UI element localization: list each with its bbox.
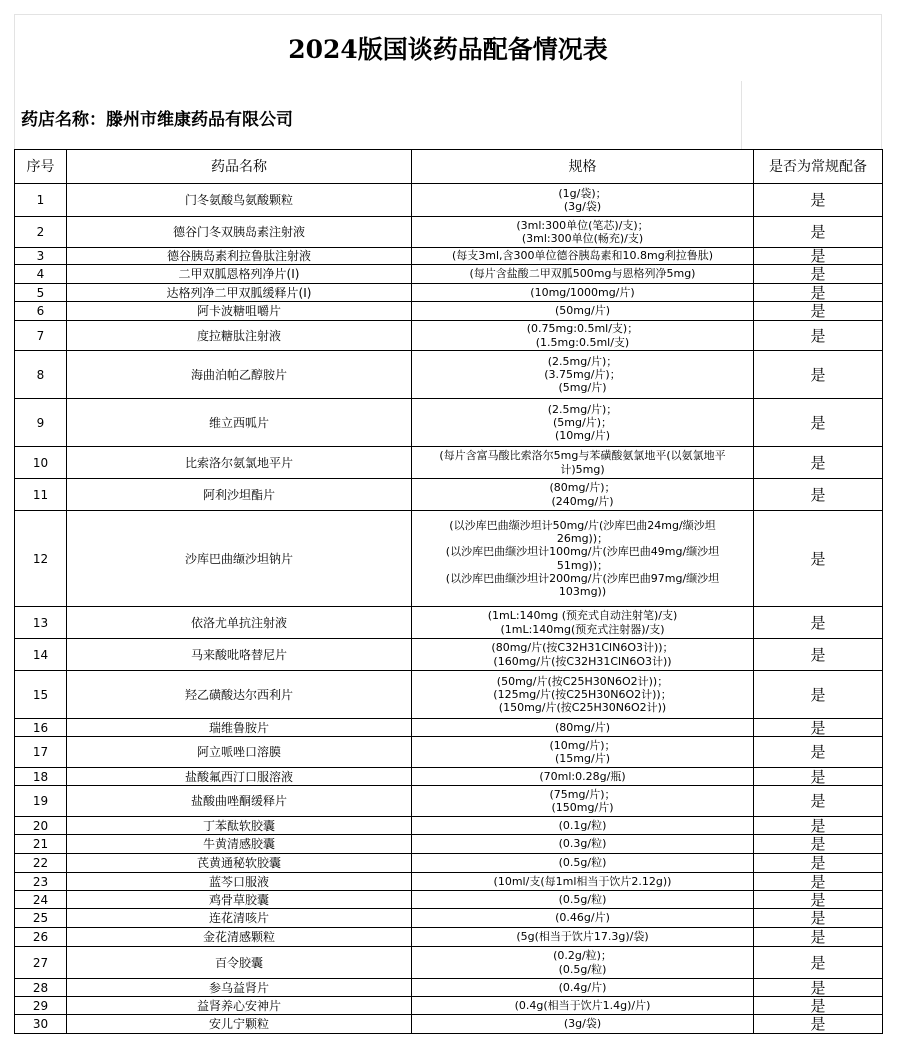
row-number: 17 bbox=[15, 737, 67, 768]
row-number: 19 bbox=[15, 786, 67, 817]
drug-spec: (0.2g/粒)； (0.5g/粒) bbox=[412, 947, 754, 979]
drug-name: 马来酸吡咯替尼片 bbox=[67, 639, 412, 671]
drug-spec: (3ml:300单位(笔芯)/支)； (3ml:300单位(畅充)/支) bbox=[412, 217, 754, 248]
drug-name: 盐酸氟西汀口服溶液 bbox=[67, 768, 412, 786]
drug-name: 羟乙磺酸达尔西利片 bbox=[67, 671, 412, 719]
drug-name: 德谷门冬双胰岛素注射液 bbox=[67, 217, 412, 248]
drug-spec: (0.1g/粒) bbox=[412, 817, 754, 835]
table-row bbox=[15, 909, 883, 928]
row-number: 26 bbox=[15, 928, 67, 947]
header-routine: 是否为常规配备 bbox=[754, 150, 883, 184]
row-number: 13 bbox=[15, 607, 67, 639]
drug-name: 阿利沙坦酯片 bbox=[67, 479, 412, 511]
drug-name: 沙库巴曲缬沙坦钠片 bbox=[67, 511, 412, 607]
table-row bbox=[15, 835, 883, 854]
row-number: 21 bbox=[15, 835, 67, 854]
row-number: 20 bbox=[15, 817, 67, 835]
table-row bbox=[15, 928, 883, 947]
table-row bbox=[15, 607, 883, 639]
drug-spec: (50mg/片) bbox=[412, 302, 754, 321]
table-row bbox=[15, 891, 883, 909]
drug-name: 依洛尤单抗注射液 bbox=[67, 607, 412, 639]
row-number: 2 bbox=[15, 217, 67, 248]
row-number: 18 bbox=[15, 768, 67, 786]
drug-name: 鸡骨草胶囊 bbox=[67, 891, 412, 909]
row-number: 16 bbox=[15, 719, 67, 737]
routine-flag: 是 bbox=[754, 979, 883, 997]
drug-spec: (以沙库巴曲缬沙坦计50mg/片(沙库巴曲24mg/缬沙坦 26mg))； (以沙库巴曲缬沙坦计100mg/片(沙库巴曲49mg/缬沙坦 51mg))； (以沙库巴曲缬沙坦计200mg/片(沙库巴曲97mg/缬沙坦 103mg)) bbox=[412, 511, 754, 607]
drug-name: 维立西呱片 bbox=[67, 399, 412, 447]
routine-flag: 是 bbox=[754, 1015, 883, 1034]
routine-flag: 是 bbox=[754, 997, 883, 1015]
routine-flag: 是 bbox=[754, 284, 883, 302]
row-number: 7 bbox=[15, 321, 67, 351]
store-name: 药店名称：滕州市维康药品有限公司 bbox=[21, 109, 293, 130]
header-no: 序号 bbox=[15, 150, 67, 184]
spreadsheet bbox=[14, 14, 882, 1034]
drug-name: 参乌益肾片 bbox=[67, 979, 412, 997]
drug-name: 芪黄通秘软胶囊 bbox=[67, 854, 412, 873]
header-spec: 规格 bbox=[412, 150, 754, 184]
drug-name: 牛黄清感胶囊 bbox=[67, 835, 412, 854]
routine-flag: 是 bbox=[754, 184, 883, 217]
grid-line bbox=[741, 81, 742, 149]
drug-spec: (0.3g/粒) bbox=[412, 835, 754, 854]
drug-name: 比索洛尔氨氯地平片 bbox=[67, 447, 412, 479]
drug-name: 达格列净二甲双胍缓释片(Ⅰ) bbox=[67, 284, 412, 302]
row-number: 27 bbox=[15, 947, 67, 979]
routine-flag: 是 bbox=[754, 351, 883, 399]
drug-spec: (0.5g/粒) bbox=[412, 854, 754, 873]
routine-flag: 是 bbox=[754, 768, 883, 786]
table-row bbox=[15, 265, 883, 284]
drug-spec: (0.75mg:0.5ml/支)； (1.5mg:0.5ml/支) bbox=[412, 321, 754, 351]
table-row bbox=[15, 321, 883, 351]
row-number: 5 bbox=[15, 284, 67, 302]
drug-spec: (每片含富马酸比索洛尔5mg与苯磺酸氨氯地平(以氨氯地平 计)5mg) bbox=[412, 447, 754, 479]
title-row bbox=[14, 14, 882, 81]
table-row bbox=[15, 284, 883, 302]
drug-spec: (每片含盐酸二甲双胍500mg与恩格列净5mg) bbox=[412, 265, 754, 284]
drug-name: 德谷胰岛素利拉鲁肽注射液 bbox=[67, 248, 412, 265]
table-row bbox=[15, 184, 883, 217]
routine-flag: 是 bbox=[754, 891, 883, 909]
drug-table bbox=[14, 149, 883, 1034]
routine-flag: 是 bbox=[754, 737, 883, 768]
routine-flag: 是 bbox=[754, 321, 883, 351]
table-row bbox=[15, 873, 883, 891]
row-number: 15 bbox=[15, 671, 67, 719]
routine-flag: 是 bbox=[754, 928, 883, 947]
drug-name: 阿卡波糖咀嚼片 bbox=[67, 302, 412, 321]
table-row bbox=[15, 979, 883, 997]
drug-name: 百令胶囊 bbox=[67, 947, 412, 979]
drug-spec: (10mg/1000mg/片) bbox=[412, 284, 754, 302]
row-number: 11 bbox=[15, 479, 67, 511]
routine-flag: 是 bbox=[754, 835, 883, 854]
table-row bbox=[15, 302, 883, 321]
drug-name: 丁苯酞软胶囊 bbox=[67, 817, 412, 835]
row-number: 30 bbox=[15, 1015, 67, 1034]
table-row bbox=[15, 639, 883, 671]
row-number: 22 bbox=[15, 854, 67, 873]
routine-flag: 是 bbox=[754, 909, 883, 928]
table-body bbox=[15, 184, 883, 1034]
table-row bbox=[15, 768, 883, 786]
store-row bbox=[14, 81, 882, 149]
routine-flag: 是 bbox=[754, 248, 883, 265]
table-row bbox=[15, 248, 883, 265]
row-number: 10 bbox=[15, 447, 67, 479]
drug-spec: (1g/袋)； (3g/袋) bbox=[412, 184, 754, 217]
routine-flag: 是 bbox=[754, 479, 883, 511]
table-row bbox=[15, 1015, 883, 1034]
drug-name: 安儿宁颗粒 bbox=[67, 1015, 412, 1034]
routine-flag: 是 bbox=[754, 719, 883, 737]
routine-flag: 是 bbox=[754, 671, 883, 719]
drug-name: 门冬氨酸鸟氨酸颗粒 bbox=[67, 184, 412, 217]
routine-flag: 是 bbox=[754, 265, 883, 284]
table-row bbox=[15, 447, 883, 479]
drug-spec: (0.4g(相当于饮片1.4g)/片) bbox=[412, 997, 754, 1015]
routine-flag: 是 bbox=[754, 854, 883, 873]
row-number: 24 bbox=[15, 891, 67, 909]
drug-spec: (80mg/片) bbox=[412, 719, 754, 737]
routine-flag: 是 bbox=[754, 947, 883, 979]
table-row bbox=[15, 719, 883, 737]
drug-spec: (0.46g/片) bbox=[412, 909, 754, 928]
page-title: 2024版国谈药品配备情况表 bbox=[288, 35, 608, 64]
drug-spec: (80mg/片(按C32H31ClN6O3计))； (160mg/片(按C32H31ClN6O3计)) bbox=[412, 639, 754, 671]
drug-spec: (0.5g/粒) bbox=[412, 891, 754, 909]
drug-name: 度拉糖肽注射液 bbox=[67, 321, 412, 351]
header-row bbox=[15, 150, 883, 184]
table-row bbox=[15, 737, 883, 768]
row-number: 6 bbox=[15, 302, 67, 321]
table-row bbox=[15, 479, 883, 511]
routine-flag: 是 bbox=[754, 817, 883, 835]
row-number: 1 bbox=[15, 184, 67, 217]
routine-flag: 是 bbox=[754, 639, 883, 671]
drug-name: 海曲泊帕乙醇胺片 bbox=[67, 351, 412, 399]
drug-name: 瑞维鲁胺片 bbox=[67, 719, 412, 737]
routine-flag: 是 bbox=[754, 447, 883, 479]
drug-spec: (1mL:140mg (预充式自动注射笔)/支) (1mL:140mg(预充式注射器)/支) bbox=[412, 607, 754, 639]
routine-flag: 是 bbox=[754, 511, 883, 607]
table-row bbox=[15, 854, 883, 873]
row-number: 25 bbox=[15, 909, 67, 928]
table-row bbox=[15, 786, 883, 817]
routine-flag: 是 bbox=[754, 607, 883, 639]
row-number: 12 bbox=[15, 511, 67, 607]
drug-spec: (75mg/片)； (150mg/片) bbox=[412, 786, 754, 817]
routine-flag: 是 bbox=[754, 399, 883, 447]
table-row bbox=[15, 947, 883, 979]
routine-flag: 是 bbox=[754, 873, 883, 891]
drug-spec: (10ml/支(每1ml相当于饮片2.12g)) bbox=[412, 873, 754, 891]
routine-flag: 是 bbox=[754, 786, 883, 817]
table-row bbox=[15, 997, 883, 1015]
row-number: 3 bbox=[15, 248, 67, 265]
drug-name: 盐酸曲唑酮缓释片 bbox=[67, 786, 412, 817]
routine-flag: 是 bbox=[754, 217, 883, 248]
routine-flag: 是 bbox=[754, 302, 883, 321]
drug-spec: (每支3ml,含300单位德谷胰岛素和10.8mg利拉鲁肽) bbox=[412, 248, 754, 265]
drug-name: 连花清咳片 bbox=[67, 909, 412, 928]
drug-name: 蓝芩口服液 bbox=[67, 873, 412, 891]
header-name: 药品名称 bbox=[67, 150, 412, 184]
row-number: 8 bbox=[15, 351, 67, 399]
drug-spec: (2.5mg/片)； (3.75mg/片)； (5mg/片) bbox=[412, 351, 754, 399]
row-number: 4 bbox=[15, 265, 67, 284]
row-number: 14 bbox=[15, 639, 67, 671]
drug-spec: (10mg/片)； (15mg/片) bbox=[412, 737, 754, 768]
row-number: 29 bbox=[15, 997, 67, 1015]
table-row bbox=[15, 817, 883, 835]
table-row bbox=[15, 399, 883, 447]
drug-spec: (5g(相当于饮片17.3g)/袋) bbox=[412, 928, 754, 947]
table-row bbox=[15, 511, 883, 607]
drug-name: 益肾养心安神片 bbox=[67, 997, 412, 1015]
row-number: 23 bbox=[15, 873, 67, 891]
drug-spec: (50mg/片(按C25H30N6O2计))； (125mg/片(按C25H30N6O2计))； (150mg/片(按C25H30N6O2计)) bbox=[412, 671, 754, 719]
drug-spec: (80mg/片)； (240mg/片) bbox=[412, 479, 754, 511]
drug-spec: (2.5mg/片)； (5mg/片)； (10mg/片) bbox=[412, 399, 754, 447]
drug-name: 二甲双胍恩格列净片(Ⅰ) bbox=[67, 265, 412, 284]
table-row bbox=[15, 671, 883, 719]
drug-spec: (70ml:0.28g/瓶) bbox=[412, 768, 754, 786]
drug-name: 金花清感颗粒 bbox=[67, 928, 412, 947]
table-row bbox=[15, 351, 883, 399]
drug-spec: (0.4g/片) bbox=[412, 979, 754, 997]
drug-name: 阿立哌唑口溶膜 bbox=[67, 737, 412, 768]
table-row bbox=[15, 217, 883, 248]
row-number: 9 bbox=[15, 399, 67, 447]
drug-spec: (3g/袋) bbox=[412, 1015, 754, 1034]
row-number: 28 bbox=[15, 979, 67, 997]
